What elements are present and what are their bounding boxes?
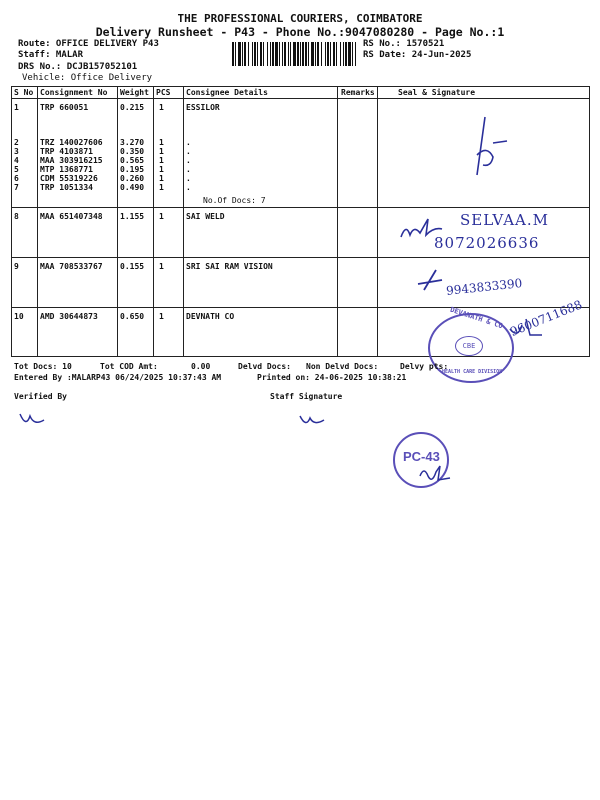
col-rule (153, 86, 154, 356)
row-weight: 0.155 (120, 262, 145, 271)
row-pcs: 1 (159, 165, 164, 174)
delivered-docs: Delvd Docs: (238, 362, 291, 371)
row-consignment: TRZ 140027606 (40, 138, 103, 147)
col-rule (589, 86, 590, 356)
row-pcs: 1 (159, 262, 164, 271)
row-consignee: ESSILOR (186, 103, 220, 112)
row-consignee: . (186, 165, 191, 174)
delivery-points: Delvy pts: (400, 362, 449, 371)
handwritten-phone: 9600711688 (508, 297, 585, 339)
row-sno: 4 (14, 156, 19, 165)
stamp-ring-text: DEVANATH & CO (449, 305, 504, 331)
row-consignee: . (186, 156, 191, 165)
total-docs: Tot Docs: 10 (14, 362, 72, 371)
row-divider (11, 207, 590, 208)
row-sno: 9 (14, 262, 19, 271)
row-sno: 10 (14, 312, 24, 321)
row-weight: 0.215 (120, 103, 145, 112)
col-header-seal: Seal & Signature (398, 88, 476, 97)
row-divider (11, 257, 590, 258)
staff-label: Staff: MALAR (18, 50, 84, 60)
pc-stamp-text: PC-43 (403, 449, 440, 464)
printed-on: Printed on: 24-06-2025 10:38:21 (257, 373, 407, 382)
verified-by-label: Verified By (14, 392, 67, 401)
stamp-ring-text: HEALTH CARE DIVISION (442, 369, 503, 375)
row-consignment: MTP 1368771 (40, 165, 93, 174)
staff-signature (298, 410, 328, 430)
row-pcs: 1 (159, 138, 164, 147)
col-header-remarks: Remarks (341, 88, 375, 97)
row-consignee: SRI SAI RAM VISION (186, 262, 273, 271)
row-consignee: . (186, 138, 191, 147)
route-label: Route: OFFICE DELIVERY P43 (18, 39, 159, 49)
row-consignment: MAA 708533767 (40, 262, 103, 271)
row-weight: 0.195 (120, 165, 145, 174)
row-pcs: 1 (159, 147, 164, 156)
total-cod-label: Tot COD Amt: (100, 362, 158, 371)
row-weight: 0.260 (120, 174, 145, 183)
col-rule (337, 86, 338, 356)
row-consignment: AMD 30644873 (40, 312, 98, 321)
handwritten-phone: 8072026636 (434, 234, 540, 252)
table-top-rule (11, 86, 590, 87)
col-header-weight: Weight (120, 88, 149, 97)
staff-signature-label: Staff Signature (270, 392, 343, 401)
vehicle-label: Vehicle: Office Delivery (22, 73, 153, 83)
runsheet-subtitle: Delivery Runsheet - P43 - Phone No.:9047080280 - Page No.:1 (95, 25, 505, 39)
row-weight: 0.350 (120, 147, 145, 156)
signature-scribble (455, 115, 510, 180)
row-consignee: DEVNATH CO (186, 312, 235, 321)
row-consignment: TRP 660051 (40, 103, 89, 112)
verifier-signature (18, 408, 48, 430)
row-divider (11, 307, 590, 308)
row-pcs: 1 (159, 174, 164, 183)
stamp-center: CBE (455, 336, 483, 356)
group-doc-count: No.Of Docs: 7 (203, 196, 266, 205)
row-pcs: 1 (159, 312, 164, 321)
row-weight: 0.565 (120, 156, 145, 165)
col-rule (37, 86, 38, 356)
col-header-consignment: Consignment No (40, 88, 108, 97)
row-consignment: CDM 55319226 (40, 174, 98, 183)
company-stamp (428, 305, 514, 383)
row-sno: 7 (14, 183, 19, 192)
rs-no-label: RS No.: 1570521 (363, 39, 445, 49)
row-pcs: 1 (159, 156, 164, 165)
row-consignee: . (186, 174, 191, 183)
total-cod-value: 0.00 (191, 362, 211, 371)
col-rule (183, 86, 184, 356)
non-delivered-docs: Non Delvd Docs: (306, 362, 379, 371)
row-weight: 1.155 (120, 212, 145, 221)
row-pcs: 1 (159, 103, 164, 112)
col-rule (377, 86, 378, 356)
row-consignee: SAI WELD (186, 212, 225, 221)
row-pcs: 1 (159, 183, 164, 192)
company-title: THE PROFESSIONAL COURIERS, COIMBATORE (177, 12, 423, 25)
row-consignment: TRP 1051334 (40, 183, 93, 192)
col-rule (11, 86, 12, 356)
table-header-rule (11, 98, 590, 99)
handwritten-name: SELVAA.M (460, 211, 550, 229)
signature-scribble (418, 462, 454, 486)
row-weight: 3.270 (120, 138, 145, 147)
row-sno: 8 (14, 212, 19, 221)
entered-by: Entered By :MALARP43 06/24/2025 10:37:43 AM (14, 373, 222, 382)
row-sno: 1 (14, 103, 19, 112)
rs-date-label: RS Date: 24-Jun-2025 (363, 50, 472, 60)
row-consignee: . (186, 147, 191, 156)
row-sno: 3 (14, 147, 19, 156)
row-pcs: 1 (159, 212, 164, 221)
row-sno: 2 (14, 138, 19, 147)
signature-scribble (416, 268, 446, 294)
barcode-image (232, 42, 356, 66)
row-consignment: TRP 4103871 (40, 147, 93, 156)
row-consignee: . (186, 183, 191, 192)
col-header-sno: S No (14, 88, 34, 97)
row-consignment: MAA 651407348 (40, 212, 103, 221)
drs-label: DRS No.: DCJB157052101 (18, 62, 138, 72)
row-consignment: MAA 303916215 (40, 156, 103, 165)
col-header-consignee: Consignee Details (186, 88, 268, 97)
row-weight: 0.490 (120, 183, 145, 192)
col-header-pcs: PCS (156, 88, 171, 97)
row-sno: 6 (14, 174, 19, 183)
row-weight: 0.650 (120, 312, 145, 321)
row-sno: 5 (14, 165, 19, 174)
handwritten-phone: 9943833390 (445, 276, 523, 298)
col-rule (117, 86, 118, 356)
